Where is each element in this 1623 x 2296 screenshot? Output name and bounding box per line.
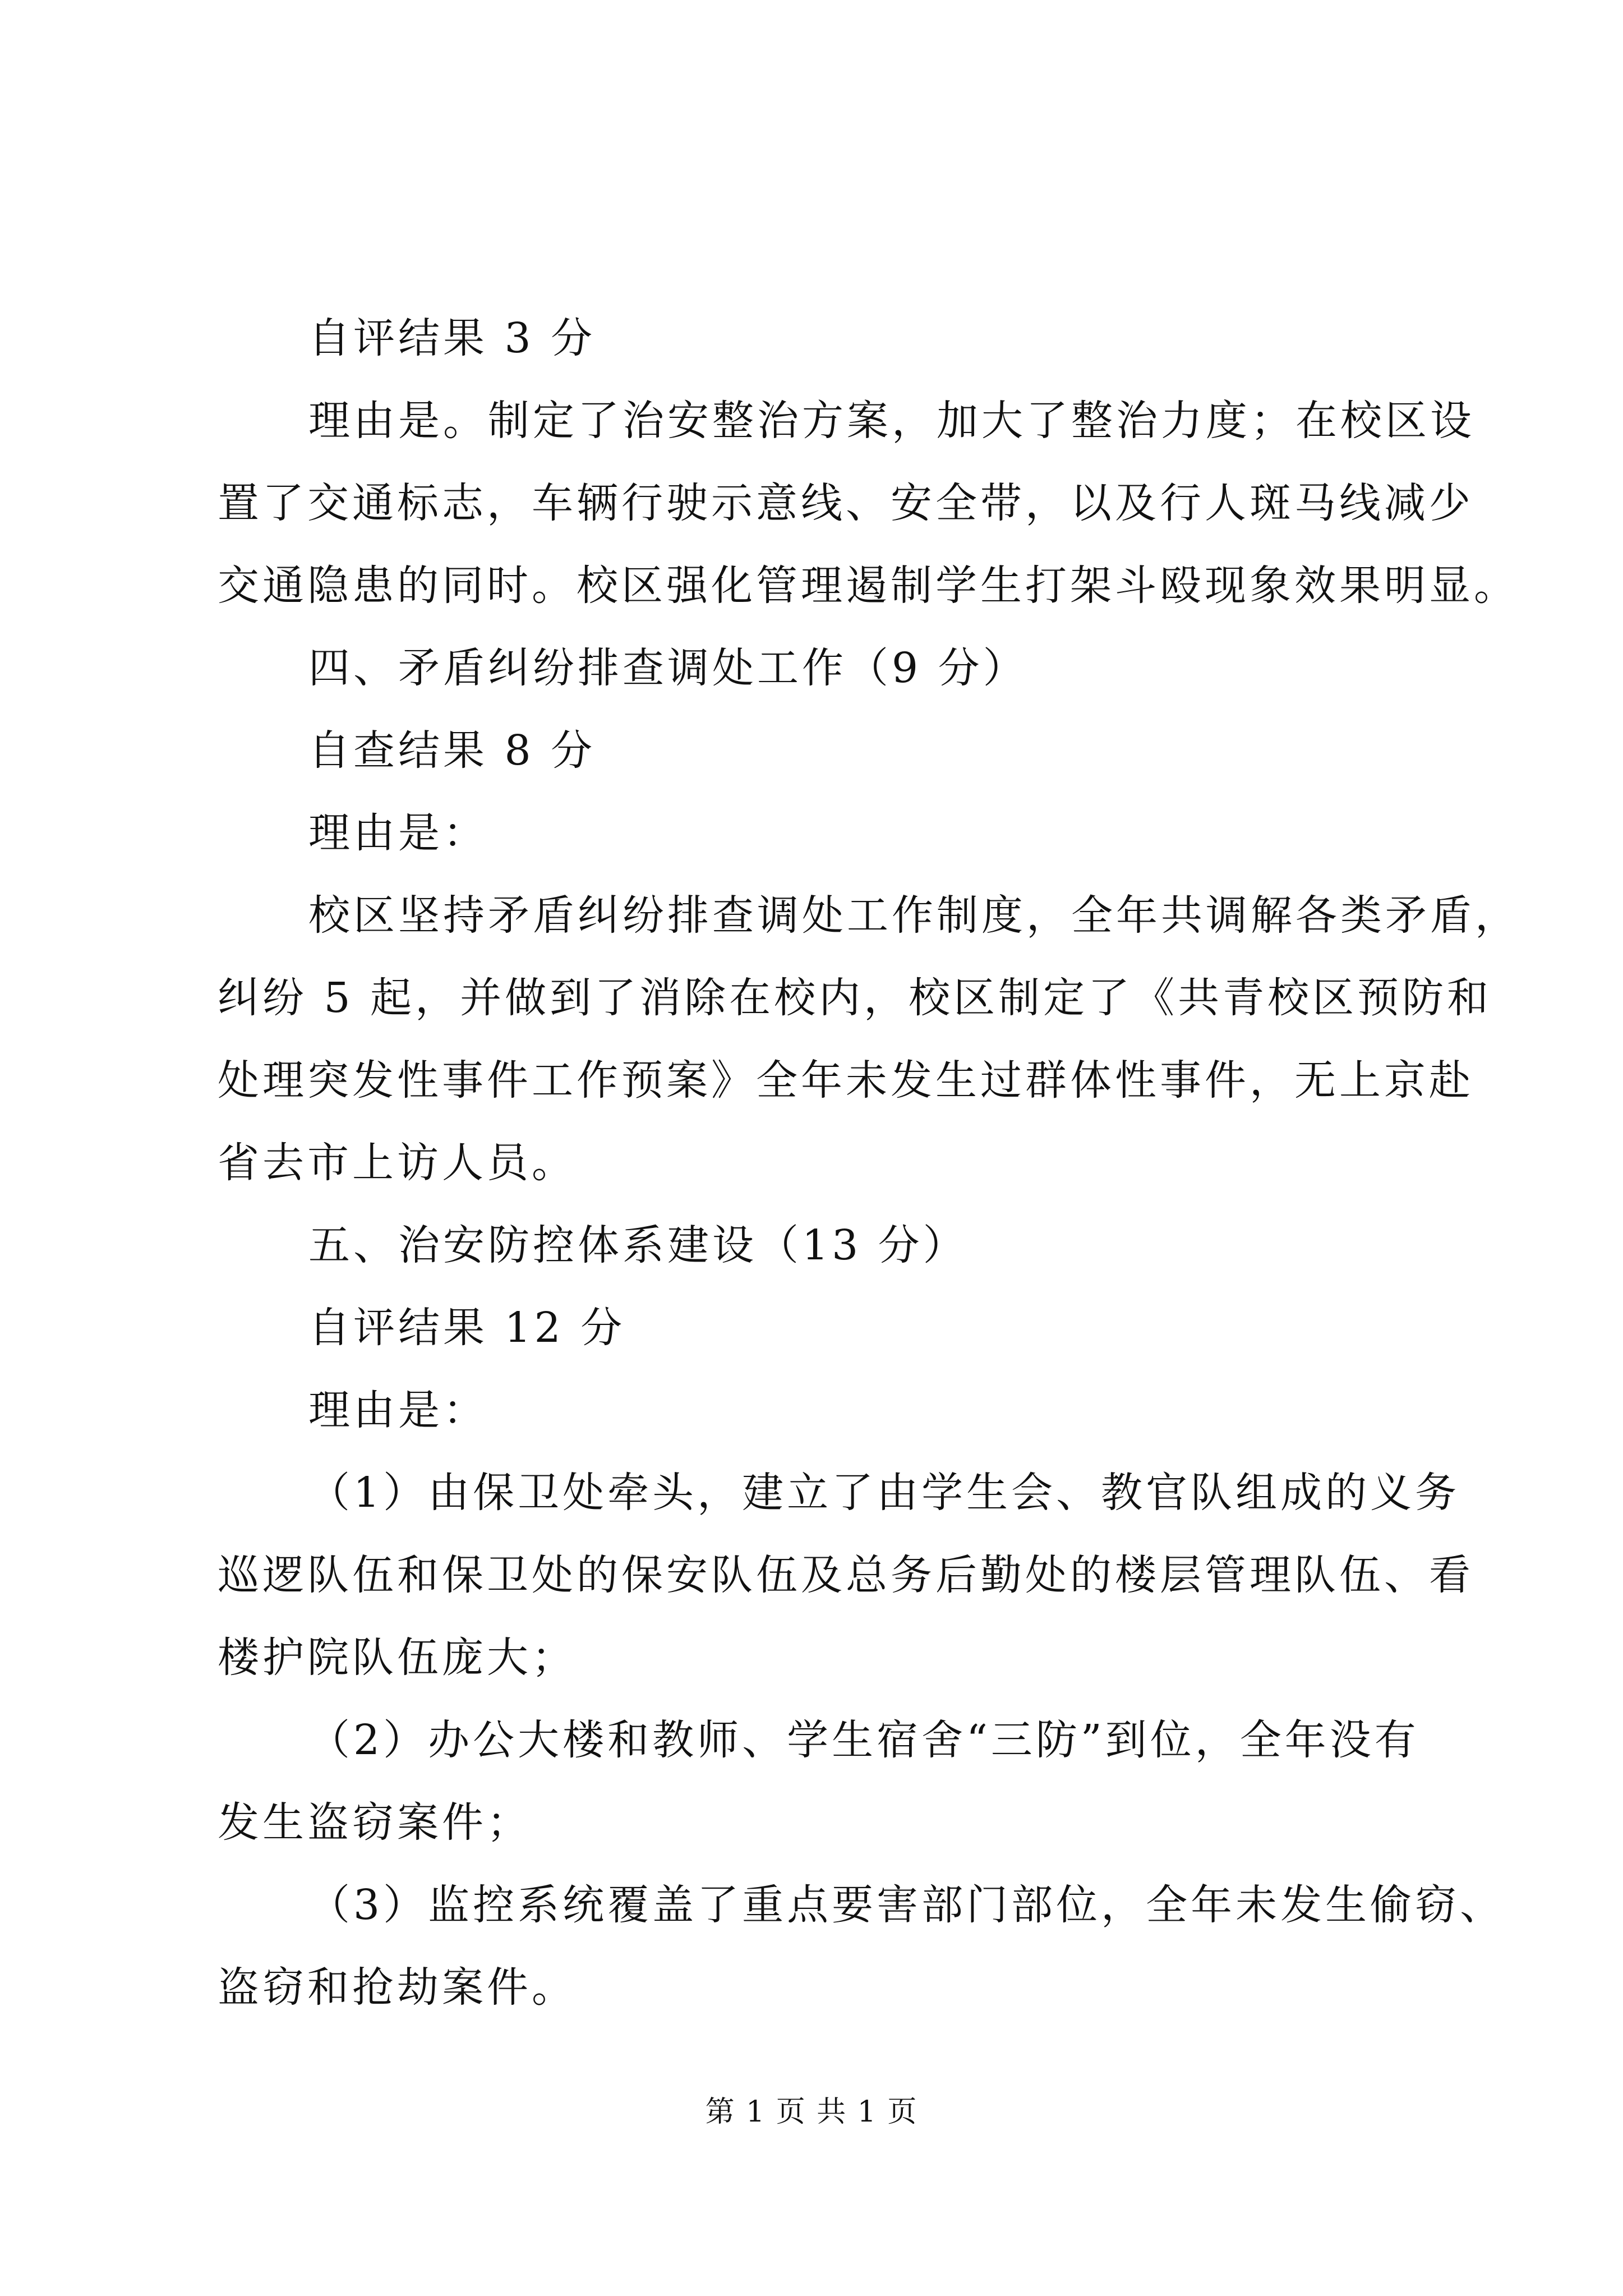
- paragraph-line: 置了交通标志，车辆行驶示意线、安全带，以及行人斑马线减少: [218, 479, 1474, 527]
- list-item-line: 发生盗窃案件；: [218, 1798, 532, 1847]
- paragraph-line: 理由是。制定了治安整治方案，加大了整治力度；在校区设: [308, 397, 1475, 445]
- list-item-line: 盗窃和抢劫案件。: [218, 1963, 577, 2012]
- page-number-footer: 第 1 页 共 1 页: [705, 2095, 918, 2129]
- section-heading: 四、矛盾纠纷排查调处工作（9 分）: [308, 644, 1028, 692]
- list-item-line: （2）办公大楼和教师、学生宿舍“三防”到位，全年没有: [308, 1716, 1419, 1764]
- paragraph-line: 理由是：: [308, 809, 488, 857]
- paragraph-line: 自评结果 3 分: [308, 314, 596, 362]
- list-item-line: （3）监控系统覆盖了重点要害部门部位，全年未发生偷窃、: [308, 1881, 1505, 1929]
- paragraph-line: 交通隐患的同时。校区强化管理遏制学生打架斗殴现象效果明显。: [218, 562, 1519, 610]
- list-item-line: （1）由保卫处牵头，建立了由学生会、教官队组成的义务: [308, 1469, 1460, 1517]
- paragraph-line: 纠纷 5 起，并做到了消除在校内，校区制定了《共青校区预防和: [218, 974, 1492, 1022]
- paragraph-line: 自查结果 8 分: [308, 726, 596, 775]
- paragraph-line: 省去市上访人员。: [218, 1139, 577, 1187]
- paragraph-line: 自评结果 12 分: [308, 1304, 626, 1352]
- paragraph-line: 理由是：: [308, 1386, 488, 1434]
- list-item-line: 巡逻队伍和保卫处的保安队伍及总务后勤处的楼层管理队伍、看: [218, 1551, 1474, 1599]
- paragraph-line: 校区坚持矛盾纠纷排查调处工作制度，全年共调解各类矛盾，: [308, 891, 1520, 940]
- list-item-line: 楼护院队伍庞大；: [218, 1634, 577, 1682]
- paragraph-line: 处理突发性事件工作预案》全年未发生过群体性事件，无上京赴: [218, 1056, 1474, 1105]
- section-heading: 五、治安防控体系建设（13 分）: [308, 1221, 968, 1269]
